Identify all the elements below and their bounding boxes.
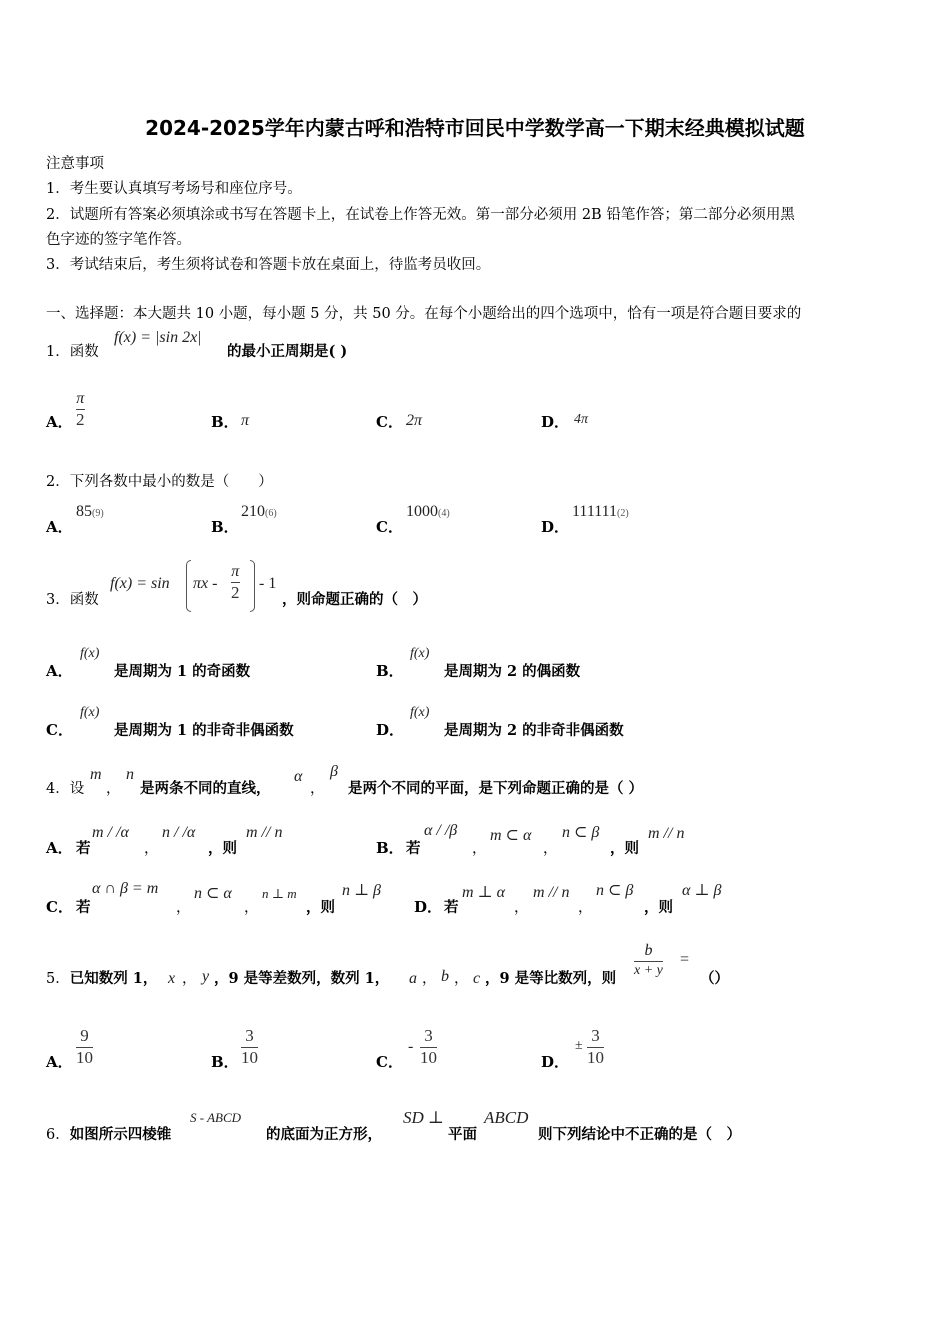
notice-item: 3．考试结束后，考生须将试卷和答题卡放在桌面上，待监考员收回。 [46,257,491,273]
math-expr: ABCD [484,1108,529,1127]
option-text: ，则 [208,840,237,857]
question-6 [46,1123,171,1144]
math-var: m [90,766,102,783]
q2-option-c: 1000(4) [406,503,450,520]
q5-option-b: $\frac{3}{10}$ [241,1026,258,1067]
q1-option-c: 2π [406,412,423,429]
punct: ， [106,781,121,797]
q3-option-d: 是周期为 2 的非奇非偶函数 [444,722,624,739]
question-1 [46,340,99,361]
math-expr: m ⊂ α [490,827,532,844]
question-number: 1． [46,344,70,360]
question-number: 6． [46,1127,70,1143]
q5-option-c: $\frac{3}{10}$ [420,1026,437,1067]
fx: f(x) [410,705,430,720]
punct: ， [244,900,259,916]
math-expr: n ⊥ m [262,886,297,901]
punct: ， [144,841,159,857]
math-var: a [409,970,417,987]
q5-option-a: $\frac{9}{10}$ [76,1026,93,1067]
math-expr: α ∩ β = m [92,880,159,897]
notice-heading: 注意事项 [46,156,104,172]
question-number: 5． [46,971,70,987]
option-label: A． [46,518,73,536]
q3-option-b: 是周期为 2 的偶函数 [444,663,581,680]
option-label: C． [46,721,73,739]
question-4 [46,777,84,798]
q1-option-a: $\frac{\pi}{2}$ [76,390,85,429]
question-text: 的底面为正方形， [266,1126,382,1143]
math-expr: n ⊥ β [342,882,382,899]
fx: f(x) [80,705,100,720]
question-text: 已知数列 1， [69,970,158,987]
option-label: A． [46,839,73,857]
q3-formula-tail: - 1 [259,575,277,592]
math-var: x [168,970,176,987]
punct: ， [514,900,529,916]
section-heading: 一、选择题：本大题共 10 小题，每小题 5 分，共 50 分。在每个小题给出的四个选项中，恰有一项是符合题目要求的 [46,306,802,322]
question-2 [46,470,273,491]
math-var: β [330,763,338,780]
page-title: 2024-2025学年内蒙古呼和浩特市回民中学数学高一下期末经典模拟试题 [145,116,805,140]
math-expr: n ⊂ β [562,824,600,841]
option-label: B． [376,662,404,680]
q5-option-d: $\frac{3}{10}$ [587,1026,604,1067]
math-var: b [441,968,449,985]
option-text: 若 [406,840,421,857]
question-number: 3． [46,592,70,608]
option-label: C． [376,413,403,431]
option-label: A． [46,1053,73,1071]
option-text: ，则 [306,899,335,916]
option-text: ，则 [610,840,639,857]
punct: ， [182,971,197,987]
q2-option-d: 111111(2) [572,503,629,520]
q3-option-c: 是周期为 1 的非奇非偶函数 [114,722,294,739]
math-symbol: ± [575,1038,583,1053]
question-text: 下列各数中最小的数是（ ） [69,474,273,490]
option-label: D． [541,413,570,431]
option-label: A． [46,662,73,680]
option-label: C． [46,898,73,916]
option-label: B． [211,1053,239,1071]
math-var: c [473,970,481,987]
question-text: ，则命题正确的（ ） [282,591,427,608]
option-label: D． [414,898,443,916]
punct: ， [543,841,558,857]
question-text: （） [700,970,729,987]
math-var: α [294,768,303,785]
question-text: 则下列结论中不正确的是（ ） [538,1126,741,1143]
punct: ， [578,900,593,916]
math-expr: m // n [648,825,685,842]
math-expr: α / /β [424,822,458,839]
question-text: 是两个不同的平面，是下列命题正确的是（ ） [348,780,644,797]
math-expr: m / /α [92,824,129,841]
option-label: C． [376,1053,403,1071]
punct: ， [472,841,487,857]
question-text: 函数 [69,344,99,360]
option-label: A． [46,413,73,431]
q1-option-d: 4π [574,412,589,427]
option-label: D． [541,1053,570,1071]
q5-fraction: $\frac{b}{x + y}$ [634,942,663,978]
punct: ， [176,900,191,916]
question-3 [46,588,99,609]
question-text: 平面 [448,1126,477,1143]
q3-paren-right [250,560,255,612]
q3-option-a: 是周期为 1 的奇函数 [114,663,251,680]
question-text: ，9 是等差数列，数列 1， [214,970,390,987]
q2-option-a: 85(9) [76,503,104,520]
math-expr: n ⊂ α [194,885,232,902]
math-expr: n / /α [162,824,196,841]
q3-paren-left [186,560,191,612]
option-text: 若 [76,899,91,916]
math-expr: m ⊥ α [462,884,505,901]
option-label: B． [376,839,404,857]
notice-item: 色字迹的签字笔作答。 [46,232,191,248]
q3-formula: f(x) = sin [110,575,170,592]
q1-option-b: π [241,412,250,429]
question-text: ，9 是等比数列，则 [485,970,617,987]
punct: ， [310,781,325,797]
option-text: 若 [76,840,91,857]
option-label: B． [211,413,239,431]
question-number: 2． [46,474,70,490]
option-text: ，则 [644,899,673,916]
option-text: 若 [444,899,459,916]
q3-fraction: $\frac{\pi}{2}$ [231,563,240,602]
question-text: 的最小正周期是( ) [227,343,348,360]
punct: ， [422,971,437,987]
question-text: 设 [69,781,85,797]
math-expr: n ⊂ β [596,882,634,899]
math-var: n [126,766,134,783]
option-label: B． [211,518,239,536]
q2-option-b: 210(6) [241,503,277,520]
q1-formula: f(x) = |sin 2x| [114,329,202,346]
question-text: 函数 [69,592,99,608]
option-label: D． [541,518,570,536]
notice-item: 1．考生要认真填写考场号和座位序号。 [46,181,302,197]
option-label: D． [376,721,405,739]
math-var: y [202,968,210,985]
question-text: 如图所示四棱锥 [69,1126,172,1143]
math-expr: SD ⊥ [403,1108,445,1127]
question-number: 4． [46,781,70,797]
question-5 [46,967,157,988]
math-symbol: - [408,1038,414,1055]
math-expr: α ⊥ β [682,882,722,899]
math-expr: m // n [246,824,283,841]
q3-formula-inner: πx - [193,575,218,592]
punct: ， [454,971,469,987]
fx: f(x) [80,646,100,661]
fx: f(x) [410,646,430,661]
math-expr: m // n [533,884,570,901]
math-expr: S - ABCD [190,1110,242,1125]
math-symbol: = [680,951,690,968]
option-label: C． [376,518,403,536]
notice-item: 2．试题所有答案必须填涂或书写在答题卡上，在试卷上作答无效。第一部分必须用 2B 铅笔作答；第二部分必须用黑 [46,207,795,223]
question-text: 是两条不同的直线， [140,780,271,797]
